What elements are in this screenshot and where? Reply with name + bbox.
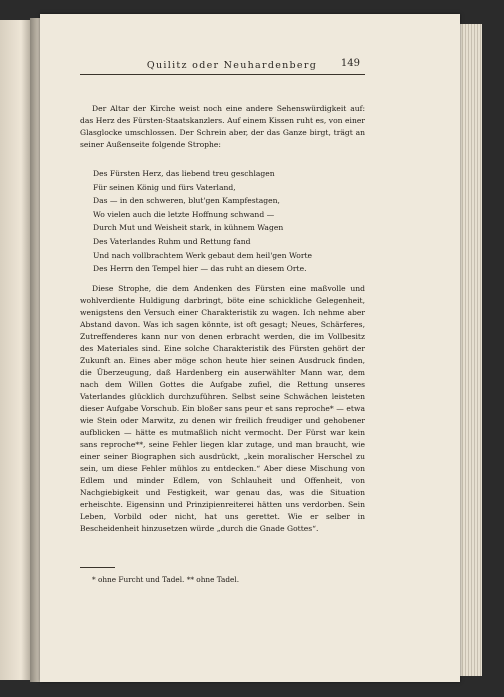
verse-line: Und nach vollbrachtem Werk gebaut dem heil'gen Worte [93, 250, 313, 260]
verse-line: Des Fürsten Herz, das liebend treu geschlagen [93, 169, 275, 178]
header-rule [80, 74, 365, 75]
footnote-rule [80, 567, 115, 568]
verse-line: Des Vaterlandes Ruhm und Rettung fand [93, 236, 251, 246]
verse-block [93, 167, 363, 276]
verse-line: Wo vielen auch die letzte Hoffnung schwand — [93, 209, 275, 219]
verse-line: Für seinen König und fürs Vaterland, [93, 182, 236, 192]
footnote: * ohne Furcht und Tadel. ** ohne Tadel. [92, 575, 240, 584]
paragraph-intro [80, 103, 365, 151]
paragraph-characterization [80, 283, 365, 535]
verse-line: Durch Mut und Weisheit stark, in kühnem Wagen [93, 223, 284, 233]
left-page-edge [0, 20, 30, 680]
book-gutter [30, 18, 40, 682]
paragraph-characterization-text: Diese Strophe, die dem Andenken des Fürsten eine maßvolle und wohlverdiente Huldigung darbringt, böte eine schickliche Gelegenheit, wenigstens den Versuch einer Charakteristik zu wagen. Ich nehme aber Abstand davon. Was ich sagen könnte, ist oft gesagt; Neues, Schärferes, Zutreffenderes kann nur von denen erbracht werden, die im Vollbesitz des Materiales sind. Eine solche Charakteristik des Fürsten gehört der Zukunft an. Eines aber möge schon heute hier seinen Ausdruck finden, die Überzeugung, daß Hardenberg ein auserwählter Mann war, dem nach dem Willen Gottes die Aufgabe zufiel, die Rettung unseres Vaterlandes glücklich durchzuführen. Selbst seine Schwächen leisteten dieser Aufgabe Vorschub. Ein bloßer sans peur et sans reproche* — etwa wie Stein oder Marwitz, zu denen wir freilich freudiger und gehobener aufblicken — hätte es mutmaßlich nicht vermocht. Der Fürst war kein sans reproche**, seine Fehler liegen klar zutage, und man braucht, wie einer seiner Biographen sich ausdrückt, „kein moralischer Herschel zu sein, um diese Fehler mühlos zu entdecken.“ Aber diese Mischung von Edlem und minder Edlem, von Schlauheit und Offenheit, von Nachgiebigkeit und Festigkeit, war genau das, was die Situation erheischte. Eigensinn und Prinzipienreiterei hätten uns verdorben. Sein Leben, Vorbild oder nicht, hat uns gerettet. Wie er selber in Bescheidenheit hinzusetzen würde „durch die Gnade Gottes“. [80, 284, 365, 533]
paragraph-intro-text: Der Altar der Kirche weist noch eine andere Sehenswürdigkeit auf: das Herz des Fürsten-Staatskanzlers. Auf einem Kissen ruht es, von einer Glasglocke umschlossen. Der Schrein aber, der das Ganze birgt, trägt an seiner Außenseite folgende Strophe: [80, 104, 365, 149]
page-stack-edge [460, 24, 482, 676]
running-head: Quilitz oder Neuhardenberg [146, 60, 318, 71]
page-number: 149 [340, 58, 360, 69]
verse-line: Das — in den schweren, blut'gen Kampfestagen, [93, 196, 280, 206]
verse-line: Des Herrn den Tempel hier — das ruht an diesem Orte. [93, 264, 307, 274]
